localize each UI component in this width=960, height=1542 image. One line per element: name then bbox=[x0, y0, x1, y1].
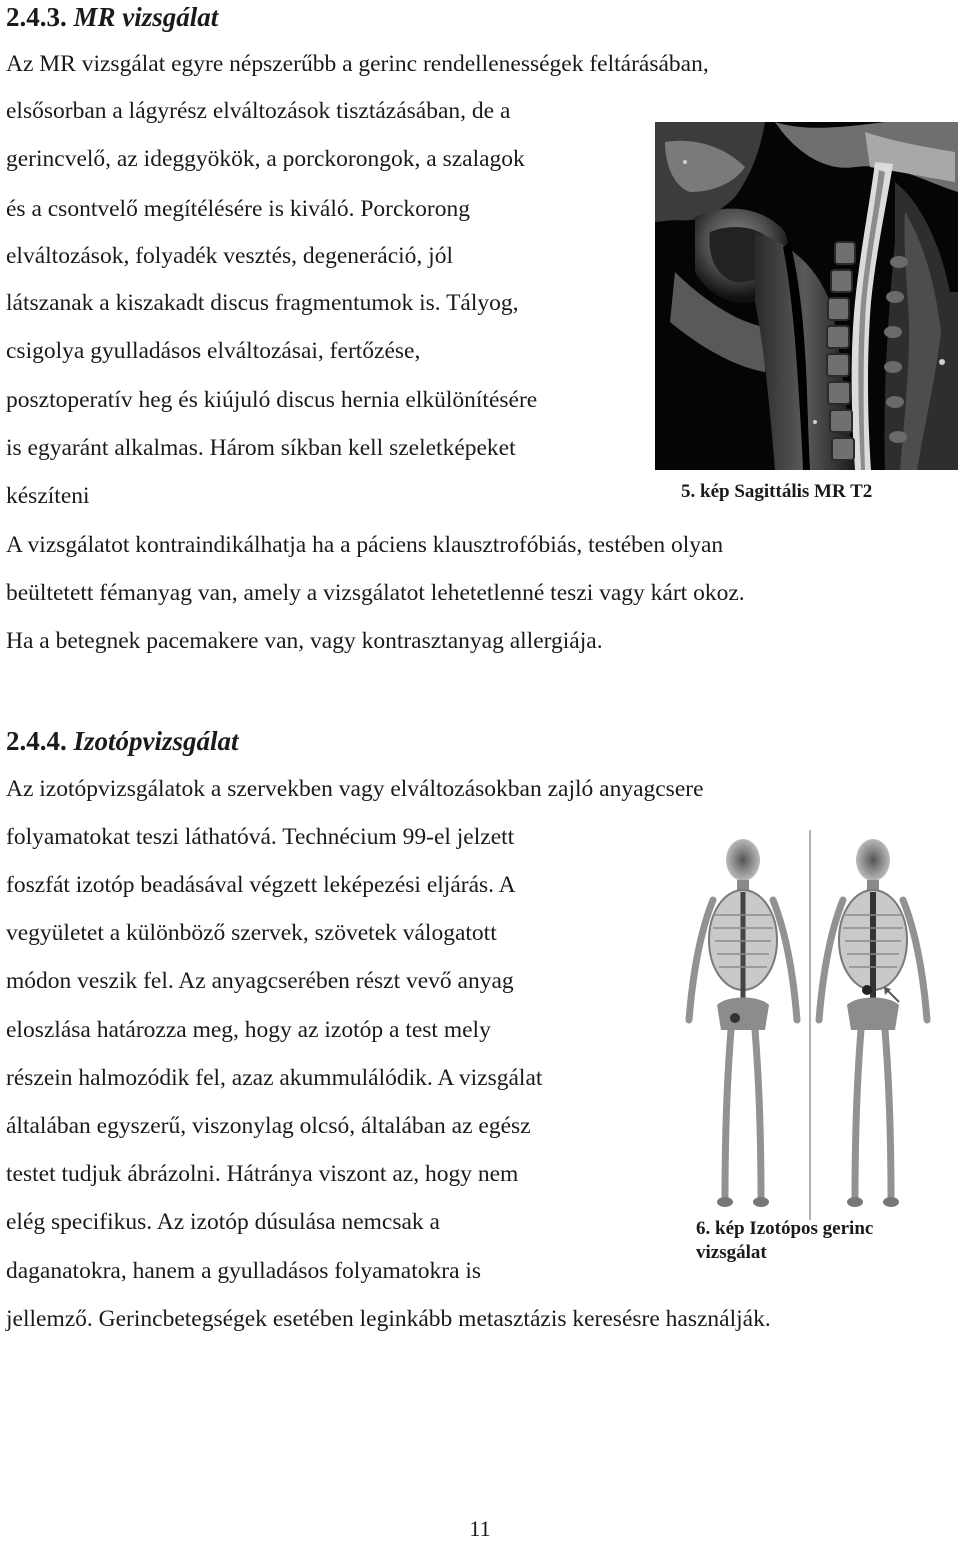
paragraph-line: Az MR vizsgálat egyre népszerűbb a gerinc rendellenességek feltárásában, bbox=[6, 51, 709, 77]
paragraph-line: foszfát izotóp beadásával végzett leképezési eljárás. A bbox=[6, 872, 516, 898]
paragraph-line: daganatokra, hanem a gyulladásos folyamatokra is bbox=[6, 1258, 482, 1284]
bone-scan-image bbox=[677, 830, 939, 1220]
paragraph-line: készíteni bbox=[6, 483, 90, 509]
paragraph-line: gerincvelő, az ideggyökök, a porckorongok, a szalagok bbox=[6, 146, 525, 172]
paragraph-line: és a csontvelő megítélésére is kiváló. Porckorong bbox=[6, 196, 470, 222]
figure-caption-mr: 5. kép Sagittális MR T2 bbox=[681, 481, 873, 502]
paragraph-line: elváltozások, folyadék vesztés, degeneráció, jól bbox=[6, 243, 453, 269]
paragraph-line: általában egyszerű, viszonylag olcsó, általában az egész bbox=[6, 1113, 531, 1139]
paragraph-line: látszanak a kiszakadt discus fragmentumok is. Tályog, bbox=[6, 290, 519, 316]
section-number: 2.4.3. bbox=[6, 2, 67, 32]
paragraph-line: csigolya gyulladásos elváltozásai, fertőzése, bbox=[6, 338, 421, 364]
paragraph-line: folyamatokat teszi láthatóvá. Technécium 99-el jelzett bbox=[6, 824, 515, 850]
paragraph-line: eloszlása határozza meg, hogy az izotóp a test mely bbox=[6, 1017, 491, 1043]
section-heading-mr bbox=[6, 2, 218, 32]
paragraph-line: Ha a betegnek pacemakere van, vagy kontrasztanyag allergiája. bbox=[6, 628, 603, 654]
paragraph-line: részein halmozódik fel, azaz akummulálódik. A vizsgálat bbox=[6, 1065, 543, 1091]
section-title: Izotópvizsgálat bbox=[73, 726, 239, 756]
page-number: 11 bbox=[469, 1516, 491, 1541]
section-number: 2.4.4. bbox=[6, 726, 67, 756]
paragraph-line: elsősorban a lágyrész elváltozások tisztázásában, de a bbox=[6, 98, 511, 124]
paragraph-line: A vizsgálatot kontraindikálhatja ha a páciens klausztrofóbiás, testében olyan bbox=[6, 532, 724, 558]
paragraph-line: is egyaránt alkalmas. Három síkban kell szeletképeket bbox=[6, 435, 516, 461]
caption-line: 6. kép Izotópos gerinc bbox=[696, 1218, 874, 1239]
paragraph-line: Az izotópvizsgálatok a szervekben vagy elváltozásokban zajló anyagcsere bbox=[6, 776, 704, 802]
paragraph-line: módon veszik fel. Az anyagcserében részt vevő anyag bbox=[6, 968, 514, 994]
caption-line: vizsgálat bbox=[696, 1242, 767, 1263]
mri-sagittal-image bbox=[655, 122, 958, 470]
paragraph-line: testet tudjuk ábrázolni. Hátránya viszont az, hogy nem bbox=[6, 1161, 519, 1187]
paragraph-line: jellemző. Gerincbetegségek esetében leginkább metasztázis keresésre használják. bbox=[6, 1306, 771, 1332]
paragraph-line: posztoperatív heg és kiújuló discus hernia elkülönítésére bbox=[6, 387, 538, 413]
figure-caption-isotope bbox=[696, 1217, 873, 1265]
paragraph-line: vegyületet a különböző szervek, szövetek válogatott bbox=[6, 920, 497, 946]
section-title: MR vizsgálat bbox=[73, 2, 219, 32]
paragraph-line: beültetett fémanyag van, amely a vizsgálatot lehetetlenné teszi vagy kárt okoz. bbox=[6, 580, 745, 606]
section-heading-isotope bbox=[6, 726, 239, 756]
paragraph-line: elég specifikus. Az izotóp dúsulása nemcsak a bbox=[6, 1209, 440, 1235]
